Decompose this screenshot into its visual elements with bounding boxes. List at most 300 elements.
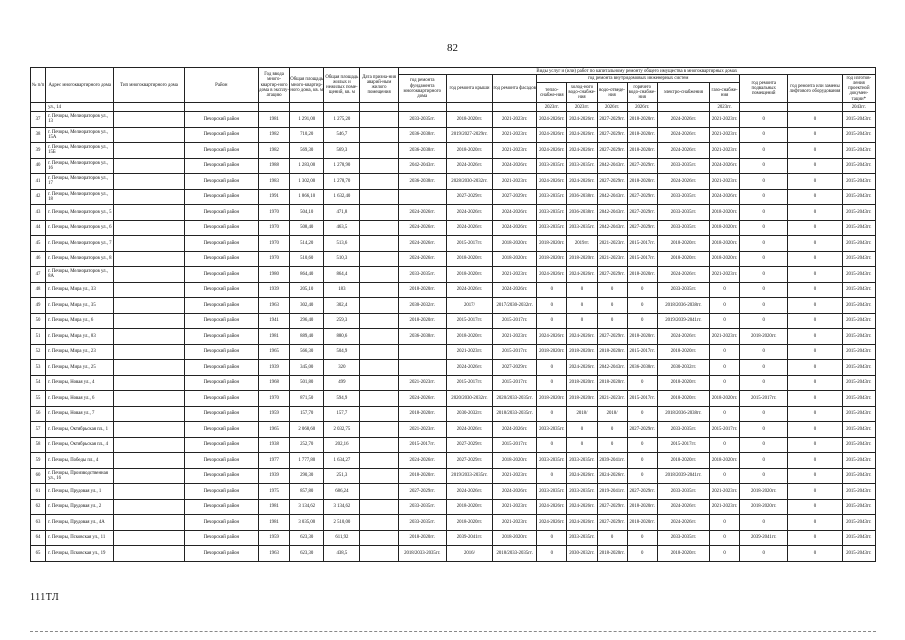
cell-roof: 2027-2029гг. xyxy=(446,437,492,453)
cell-year: 1968 xyxy=(259,375,290,391)
cell-year: 1938 xyxy=(259,437,290,453)
cell-hot: 2027-2029гг. xyxy=(627,422,657,438)
cell-roof: 2024-2026гг. xyxy=(446,422,492,438)
cell-gas: 2021-2023гг. xyxy=(710,127,740,143)
cell-n: 65 xyxy=(31,546,46,562)
cell-n: 59 xyxy=(31,453,46,469)
cell-year: 1980 xyxy=(259,267,290,283)
cell-foundation: 2021-2023гг. xyxy=(398,422,446,438)
cell-sewage: 2024-2026гг. xyxy=(597,468,627,484)
cell-basement: 0 xyxy=(740,313,788,329)
cell-emergency xyxy=(360,422,398,438)
cell-living: 157,7 xyxy=(324,406,360,422)
cell-gas: 2021-2023гг. xyxy=(710,143,740,159)
header-roof: год ремонта крыши xyxy=(446,75,492,103)
cell-docs: 2015-2043гг. xyxy=(842,329,875,345)
cell-address: г. Печоры, Псковская ул., 19 xyxy=(46,546,114,562)
cell-n: 38 xyxy=(31,127,46,143)
table-row xyxy=(31,437,876,453)
cell-total: 1 283,00 xyxy=(290,158,324,174)
cell-gas: 2018-2020гг. xyxy=(710,453,740,469)
table-row xyxy=(31,422,876,438)
cell-address: г. Печоры, Мелиораторов ул., 8А xyxy=(46,267,114,283)
cell-electric: 2030-2032гг. xyxy=(657,360,709,376)
cell-sewage: 2027-2029гг. xyxy=(597,515,627,531)
table-row xyxy=(31,174,876,190)
cell-total: 3 134,62 xyxy=(290,499,324,515)
cell-year: 1963 xyxy=(259,298,290,314)
cell-address: г. Печоры, Мелиораторов ул., 8 xyxy=(46,251,114,267)
cell-total: 501,80 xyxy=(290,375,324,391)
cell-heat: 0 xyxy=(537,298,567,314)
cell-cold: 2024-2026гг. xyxy=(567,329,597,345)
cell-sewage: 2027-2029гг. xyxy=(597,329,627,345)
cell-hot: 0 xyxy=(627,468,657,484)
cell-type xyxy=(114,220,184,236)
cell-gas: 2023гг. xyxy=(710,103,740,112)
page-number: 82 xyxy=(447,42,458,54)
cell-electric: 2018/2036-2038гг. xyxy=(657,406,709,422)
cell-district: Печорский район xyxy=(184,220,258,236)
cell-basement: 0 xyxy=(740,344,788,360)
cell-sewage: 2027-2029гг. xyxy=(597,143,627,159)
cell-heat: 2033-2035гг. xyxy=(537,220,567,236)
cell-type xyxy=(114,251,184,267)
cell-address: г. Печоры, Мелиораторов ул., 17 xyxy=(46,174,114,190)
cell-facade: 2024-2026гг. xyxy=(493,282,537,298)
cell-heat: 2024-2026гг. xyxy=(537,143,567,159)
cell-hot: 2018-2020гг. xyxy=(627,112,657,128)
cell-foundation: 2024-2026гг. xyxy=(398,205,446,221)
cell-living: 594,9 xyxy=(324,391,360,407)
cell-year: 1991 xyxy=(259,189,290,205)
cell-district: Печорский район xyxy=(184,499,258,515)
cell-emergency xyxy=(360,437,398,453)
table-row xyxy=(31,298,876,314)
cell-total: 1 866,10 xyxy=(290,189,324,205)
cell-elevator: 0 xyxy=(788,189,842,205)
cell-type xyxy=(114,453,184,469)
cell-elevator: 0 xyxy=(788,112,842,128)
cell-sewage: 2027-2029гг. xyxy=(597,174,627,190)
cell-n: 37 xyxy=(31,112,46,128)
cell-year: 1965 xyxy=(259,422,290,438)
cell-heat: 2018-2020гг. xyxy=(537,251,567,267)
cell-electric: 2018/2036-2038гг. xyxy=(657,298,709,314)
cell-hot: 2018-2020гг. xyxy=(627,143,657,159)
cell-facade: 2018-2020гг. xyxy=(493,453,537,469)
cell-living: 864,4 xyxy=(324,267,360,283)
cell-elevator: 0 xyxy=(788,236,842,252)
table-row xyxy=(31,267,876,283)
cell-heat: 2033-2035гг. xyxy=(537,205,567,221)
cell-n: 57 xyxy=(31,422,46,438)
cell-type xyxy=(114,546,184,562)
cell-district: Печорский район xyxy=(184,174,258,190)
cell-emergency xyxy=(360,360,398,376)
cell-electric: 2033-2035гг. xyxy=(657,422,709,438)
header-facade: год ремонта фасадов xyxy=(493,75,537,103)
cell-heat: 0 xyxy=(537,360,567,376)
cell-electric: 2024-2026гг. xyxy=(657,267,709,283)
cell-living: 259,3 xyxy=(324,313,360,329)
cell-living: 3 134,62 xyxy=(324,499,360,515)
cell-emergency xyxy=(360,515,398,531)
cell-district: Печорский район xyxy=(184,189,258,205)
cell-electric: 2024-2026гг. xyxy=(657,112,709,128)
cell-district: Печорский район xyxy=(184,391,258,407)
cell-heat: 2024-2026гг. xyxy=(537,515,567,531)
cell-total: 3 035,00 xyxy=(290,515,324,531)
cell-type xyxy=(114,530,184,546)
table-row xyxy=(31,189,876,205)
cell-heat: 2018-2020гг. xyxy=(537,344,567,360)
cell-emergency xyxy=(360,220,398,236)
cell-total: 623,30 xyxy=(290,546,324,562)
cell-hot: 0 xyxy=(627,546,657,562)
cell-foundation: 2036-2038гг. xyxy=(398,174,446,190)
cell-elevator: 0 xyxy=(788,375,842,391)
cell-facade: 2024-2026гг. xyxy=(493,220,537,236)
cell-foundation: 2018-2020гг. xyxy=(398,468,446,484)
cell-hot: 2027-2029гг. xyxy=(627,205,657,221)
cell-basement: 2018-2020гг. xyxy=(740,484,788,500)
cell-gas: 2018-2020гг. xyxy=(710,251,740,267)
header-foundation: год ремонта фундамента многоквартирного дома xyxy=(398,75,446,103)
cell-total: 710,20 xyxy=(290,127,324,143)
cell-type xyxy=(114,158,184,174)
cell-year: 1975 xyxy=(259,484,290,500)
footer-code: 111ТЛ xyxy=(30,592,60,603)
table-row xyxy=(31,406,876,422)
cell-year: 1959 xyxy=(259,530,290,546)
cell-district: Печорский район xyxy=(184,251,258,267)
cell-gas: 0 xyxy=(710,468,740,484)
cell-living: 202,16 xyxy=(324,437,360,453)
cell-district: Печорский район xyxy=(184,329,258,345)
cell-basement: 0 xyxy=(740,174,788,190)
cell-hot: 0 xyxy=(627,530,657,546)
cell-type xyxy=(114,205,184,221)
cell-gas: 2021-2023гг. xyxy=(710,112,740,128)
cell-roof: 2039-2041гг. xyxy=(446,530,492,546)
cell-electric: 2024-2026гг. xyxy=(657,127,709,143)
cell-gas: 2018-2020гг. xyxy=(710,220,740,236)
cell-docs: 2015-2043гг. xyxy=(842,530,875,546)
cell-sewage: 2042-2043гг. xyxy=(597,205,627,221)
cell-type xyxy=(114,499,184,515)
table-row xyxy=(31,453,876,469)
cell-foundation: 2033-2035гг. xyxy=(398,515,446,531)
cell-facade: 2018-2020гг. xyxy=(493,251,537,267)
cell-sewage: 2021-2023гг. xyxy=(597,391,627,407)
cell-roof: 2024-2026гг. xyxy=(446,158,492,174)
cell-foundation: 2018-2020гг. xyxy=(398,406,446,422)
cell-year: 1963 xyxy=(259,546,290,562)
cell-electric: 2018-2020гг. xyxy=(657,375,709,391)
cell-foundation xyxy=(398,189,446,205)
cell-foundation: 2018/2033-2035гг. xyxy=(398,546,446,562)
cell-electric: 2024-2026гг. xyxy=(657,329,709,345)
cell-basement: 0 xyxy=(740,422,788,438)
cell-living: 302,4 xyxy=(324,298,360,314)
cell-roof: 2024-2026гг. xyxy=(446,360,492,376)
cell-electric: 2024-2026гг. xyxy=(657,143,709,159)
cell-hot: 2015-2017гг. xyxy=(627,251,657,267)
cell-total: 508,40 xyxy=(290,220,324,236)
cell-heat: 0 xyxy=(537,282,567,298)
cell-n: 61 xyxy=(31,484,46,500)
header-elevator: год ремонта или замены лифтового оборудования xyxy=(788,75,842,103)
cell-year: 1970 xyxy=(259,220,290,236)
cell-sewage: 2042-2043гг. xyxy=(597,220,627,236)
cell-address: г. Печоры, Мелиораторов ул., 6 xyxy=(46,220,114,236)
cell-address: г. Печоры, Новая ул., 4 xyxy=(46,375,114,391)
cell-n: 44 xyxy=(31,220,46,236)
cell-docs: 2015-2043гг. xyxy=(842,360,875,376)
cell-sewage: 2018-2020гг. xyxy=(597,344,627,360)
cell-address: г. Печоры, Октябрьская пл., 4 xyxy=(46,437,114,453)
cell-elevator: 0 xyxy=(788,422,842,438)
cell-gas: 0 xyxy=(710,313,740,329)
cell-cold: 2024-2026гг. xyxy=(567,499,597,515)
cell-roof: 2030-2032гг. xyxy=(446,406,492,422)
cell-address: г. Печоры, Мира ул., 83 xyxy=(46,329,114,345)
cell-foundation: 2024-2026гг. xyxy=(398,251,446,267)
cell-living: 880,6 xyxy=(324,329,360,345)
table-row xyxy=(31,282,876,298)
cell-cold: 2018/ xyxy=(567,406,597,422)
cell-hot: 2018-2020гг. xyxy=(627,515,657,531)
cell-basement: 0 xyxy=(740,515,788,531)
cell-heat: 2033-2035гг. xyxy=(537,422,567,438)
cell-type xyxy=(114,267,184,283)
cell-foundation: 2018-2020гг. xyxy=(398,530,446,546)
cell-living: 513,6 xyxy=(324,236,360,252)
cell-type xyxy=(114,189,184,205)
table-row xyxy=(31,329,876,345)
cell-living: 546,7 xyxy=(324,127,360,143)
cell-docs: 2015-2043гг. xyxy=(842,499,875,515)
header-address: Адрес многоквартирного дома xyxy=(46,68,114,103)
cell-emergency xyxy=(360,484,398,500)
cell-living: 1 278,70 xyxy=(324,174,360,190)
cell-facade: 2024-2026гг. xyxy=(493,205,537,221)
cell-emergency xyxy=(360,127,398,143)
cell-district: Печорский район xyxy=(184,375,258,391)
cell-sewage: 2021-2023гг. xyxy=(597,251,627,267)
cell-heat: 2024-2026гг. xyxy=(537,499,567,515)
cell-cold: 2024-2026гг. xyxy=(567,112,597,128)
cell-district: Печорский район xyxy=(184,406,258,422)
cell-address: г. Печоры, Мелиораторов ул., 13 xyxy=(46,112,114,128)
cell-sewage: 2019-2041гг. xyxy=(597,484,627,500)
cell-total: 864,40 xyxy=(290,267,324,283)
cell-facade: 2015-2017гг. xyxy=(493,344,537,360)
cell-type xyxy=(114,127,184,143)
cell-foundation: 2030-2032гг. xyxy=(398,298,446,314)
cell-type xyxy=(114,298,184,314)
cell-electric: 2033-2035гг. xyxy=(657,484,709,500)
cell-year: 1970 xyxy=(259,251,290,267)
cell-hot: 0 xyxy=(627,313,657,329)
cell-address: г. Печоры, Мелиораторов ул., 15А xyxy=(46,127,114,143)
cell-cold: 2024-2026гг. xyxy=(567,468,597,484)
table-row xyxy=(31,313,876,329)
cell-living: 504,9 xyxy=(324,344,360,360)
cell-docs: 2015-2043гг. xyxy=(842,406,875,422)
cell-roof: 2024-2026гг. xyxy=(446,205,492,221)
cell-n: 58 xyxy=(31,437,46,453)
cell-heat: 2024-2026гг. xyxy=(537,329,567,345)
cell-elevator: 0 xyxy=(788,406,842,422)
cell-elevator: 0 xyxy=(788,267,842,283)
cell-facade: 2018/2033-2035гг. xyxy=(493,406,537,422)
cell-heat: 2033-2035гг. xyxy=(537,189,567,205)
cell-docs: 2015-2043гг. xyxy=(842,267,875,283)
cell-facade: 2021-2023гг. xyxy=(493,143,537,159)
cell-elevator: 0 xyxy=(788,530,842,546)
cell-year: 1939 xyxy=(259,468,290,484)
cell-emergency xyxy=(360,189,398,205)
cell-roof: 2020/2030-2032гг. xyxy=(446,391,492,407)
cell-emergency xyxy=(360,112,398,128)
cell-facade: 2015-2017гг. xyxy=(493,313,537,329)
cell-facade: 2018-2020гг. xyxy=(493,530,537,546)
cell-cold: 2024-2026гг. xyxy=(567,174,597,190)
cell-address: ул., 14 xyxy=(46,103,114,112)
cell-n: 60 xyxy=(31,468,46,484)
cell-cold: 2036-2038гг. xyxy=(567,189,597,205)
cell-gas: 0 xyxy=(710,406,740,422)
cell-basement: 0 xyxy=(740,360,788,376)
cell-facade: 2027-2029гг. xyxy=(493,360,537,376)
cell-address: г. Печоры, Мира ул., 25 xyxy=(46,360,114,376)
cell-facade: 2021-2023гг. xyxy=(493,127,537,143)
cell-basement: 0 xyxy=(740,375,788,391)
cell-cold: 2033-2035гг. xyxy=(567,530,597,546)
cell-elevator: 0 xyxy=(788,158,842,174)
cell-sewage: 0 xyxy=(597,437,627,453)
cell-hot: 0 xyxy=(627,282,657,298)
cell-living: 1 278,90 xyxy=(324,158,360,174)
cell-docs: 2015-2043гг. xyxy=(842,437,875,453)
cell-living: 686,24 xyxy=(324,484,360,500)
cell-emergency xyxy=(360,375,398,391)
cell-year: 1983 xyxy=(259,174,290,190)
cell-electric: 2033-2035гг. xyxy=(657,282,709,298)
cell-type xyxy=(114,344,184,360)
header-num: № п/п xyxy=(31,68,46,103)
cell-type xyxy=(114,282,184,298)
cell-emergency xyxy=(360,174,398,190)
cell-address: г. Печоры, Мелиораторов ул., 5 xyxy=(46,205,114,221)
cell-electric: 2033-2035гг. xyxy=(657,158,709,174)
cell-basement: 0 xyxy=(740,189,788,205)
cell-n: 54 xyxy=(31,375,46,391)
cell-docs: 2015-2043гг. xyxy=(842,112,875,128)
cell-address: г. Печоры, Октябрьская пл., 1 xyxy=(46,422,114,438)
cell-foundation xyxy=(398,360,446,376)
cell-emergency xyxy=(360,251,398,267)
cell-gas: 0 xyxy=(710,375,740,391)
table-row xyxy=(31,205,876,221)
cell-heat: 0 xyxy=(537,530,567,546)
cell-docs: 2015-2043гг. xyxy=(842,127,875,143)
cell-gas: 0 xyxy=(710,530,740,546)
cell-roof: 2016/ xyxy=(446,546,492,562)
cell-docs: 2015-2043гг. xyxy=(842,143,875,159)
table-row xyxy=(31,112,876,128)
cell-type xyxy=(114,437,184,453)
cell-facade: 2018-2020гг. xyxy=(493,236,537,252)
cell-district: Печорский район xyxy=(184,468,258,484)
cell-n: 49 xyxy=(31,298,46,314)
cell-type xyxy=(114,174,184,190)
cell-year: 1959 xyxy=(259,406,290,422)
cell-emergency xyxy=(360,329,398,345)
cell-total: 514,20 xyxy=(290,236,324,252)
cell-docs: 2015-2043гг. xyxy=(842,546,875,562)
cell-type xyxy=(114,406,184,422)
cell-address: г. Печоры, Новая ул., 6 xyxy=(46,391,114,407)
cell-cold: 2024-2026гг. xyxy=(567,515,597,531)
cell-sewage: 0 xyxy=(597,530,627,546)
cell-docs: 2015-2043гг. xyxy=(842,236,875,252)
cell-living: 1 632,40 xyxy=(324,189,360,205)
cell-sewage: 0 xyxy=(597,422,627,438)
cell-elevator: 0 xyxy=(788,220,842,236)
cell-living: 569,3 xyxy=(324,143,360,159)
cell-roof: 2019/2027-2029гг. xyxy=(446,127,492,143)
cell-district: Печорский район xyxy=(184,143,258,159)
cell-gas: 0 xyxy=(710,360,740,376)
cell-cold: 2033-2035гг. xyxy=(567,453,597,469)
cell-total: 296,40 xyxy=(290,313,324,329)
cell-cold: 2023гг. xyxy=(567,103,597,112)
cell-heat: 0 xyxy=(537,313,567,329)
cell-roof: 2015-2017гг. xyxy=(446,375,492,391)
cell-address: г. Печоры, Мелиораторов ул., 18 xyxy=(46,189,114,205)
cell-type xyxy=(114,329,184,345)
cell-n: 48 xyxy=(31,282,46,298)
cell-electric: 2018-2020гг. xyxy=(657,236,709,252)
cell-facade: 2021-2023гг. xyxy=(493,174,537,190)
cell-foundation: 2021-2023гг. xyxy=(398,375,446,391)
cell-roof: 2024-2026гг. xyxy=(446,220,492,236)
cell-foundation: 2036-2038гг. xyxy=(398,127,446,143)
cell-facade: 2018/2033-2035гг. xyxy=(493,546,537,562)
cell-foundation: 2015-2017гг. xyxy=(398,437,446,453)
cell-n: 50 xyxy=(31,313,46,329)
cell-gas: 2024-2026гг. xyxy=(710,189,740,205)
cell-total: 1 302,00 xyxy=(290,174,324,190)
cell-elevator: 0 xyxy=(788,143,842,159)
cell-basement: 2039-2041гг. xyxy=(740,530,788,546)
cell-roof: 2027-2029гг. xyxy=(446,453,492,469)
cell-year: 1981 xyxy=(259,515,290,531)
cell-roof: 2018-2020гг. xyxy=(446,329,492,345)
cell-gas: 2021-2023гг. xyxy=(710,174,740,190)
header-gas: газо-снабже-ния xyxy=(710,83,740,103)
cell-gas: 0 xyxy=(710,546,740,562)
cell-sewage: 2021-2023гг. xyxy=(597,236,627,252)
cell-foundation: 2024-2026гг. xyxy=(398,236,446,252)
header-basement: год ремонта подвальных помещений xyxy=(740,75,788,103)
cell-hot: 2018-2020гг. xyxy=(627,267,657,283)
cell-cold: 0 xyxy=(567,298,597,314)
cell-sewage: 0 xyxy=(597,298,627,314)
